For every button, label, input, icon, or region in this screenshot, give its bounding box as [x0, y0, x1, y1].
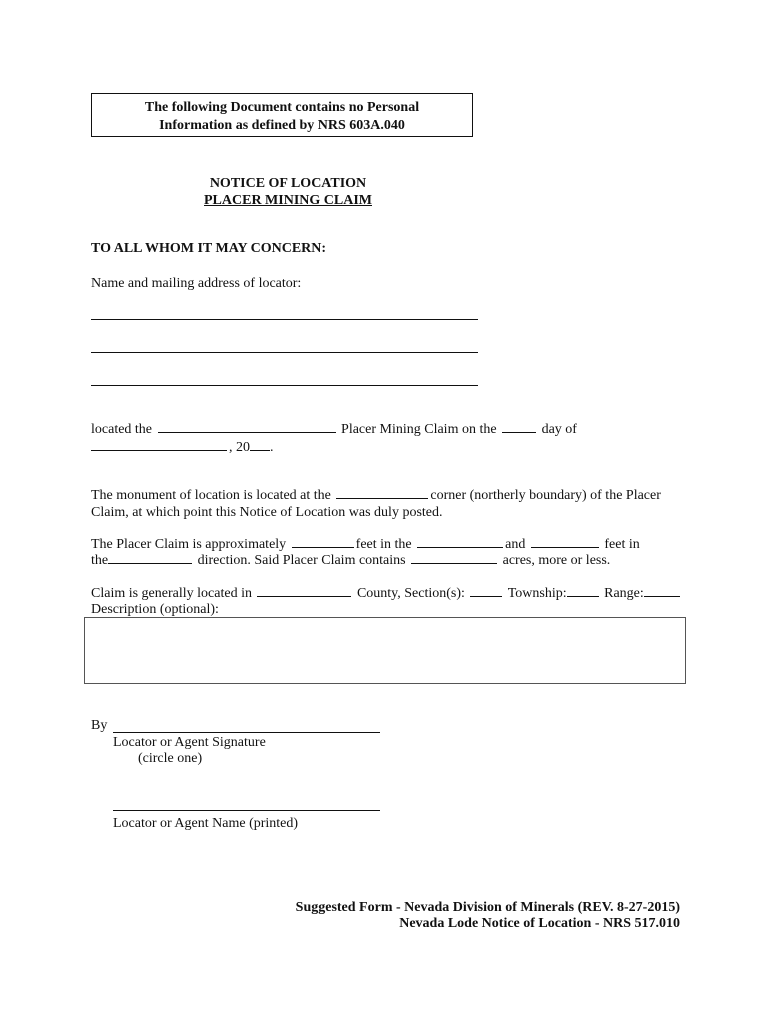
notice-line-1: The following Document contains no Personal: [144, 100, 420, 115]
location-text-2: County, Section(s):: [356, 586, 465, 601]
feet-field-1[interactable]: [292, 546, 354, 548]
description-label: Description (optional):: [91, 602, 219, 617]
range-field[interactable]: [644, 595, 680, 597]
printed-name-line[interactable]: [113, 810, 380, 811]
year-prefix: , 20: [229, 440, 250, 455]
salutation: TO ALL WHOM IT MAY CONCERN:: [91, 241, 327, 256]
location-sentence: [91, 586, 682, 602]
circle-one-note: (circle one): [138, 751, 203, 766]
monument-text-1: The monument of location is located at the: [91, 488, 331, 503]
approx-text-5: the: [91, 553, 109, 568]
acres-field[interactable]: [411, 562, 497, 564]
section-field[interactable]: [470, 595, 502, 597]
locator-address-line-2[interactable]: [91, 352, 478, 353]
approx-text-2: feet in the: [355, 537, 412, 552]
located-text-3: day of: [541, 422, 577, 437]
approx-text-7: acres, more or less.: [502, 553, 611, 568]
signature-label: Locator or Agent Signature: [113, 735, 266, 750]
located-text-1: located the: [91, 422, 153, 437]
day-field[interactable]: [502, 431, 536, 433]
footer-line-1: Suggested Form - Nevada Division of Minerals (REV. 8-27-2015): [295, 900, 680, 915]
printed-name-label: Locator or Agent Name (printed): [113, 816, 299, 831]
county-field[interactable]: [257, 595, 351, 597]
date-period: .: [270, 440, 274, 455]
monument-line-2: Claim, at which point this Notice of Location was duly posted.: [91, 505, 443, 520]
approx-text-4: feet in: [604, 537, 640, 552]
year-field[interactable]: [250, 449, 270, 451]
form-title: NOTICE OF LOCATION: [209, 176, 367, 191]
located-sentence: [91, 422, 577, 438]
monument-text-2: corner (northerly boundary) of the Placer: [430, 488, 661, 503]
month-field[interactable]: [91, 449, 227, 451]
approx-sentence: [91, 537, 640, 553]
location-text-3: Township:: [507, 586, 567, 601]
direction-field-1[interactable]: [417, 546, 503, 548]
township-field[interactable]: [567, 595, 599, 597]
locator-address-line-1[interactable]: [91, 319, 478, 320]
approx-text-1: The Placer Claim is approximately: [91, 537, 287, 552]
description-box[interactable]: [84, 617, 686, 684]
corner-field[interactable]: [336, 497, 428, 499]
form-subtitle: PLACER MINING CLAIM: [204, 193, 372, 208]
personal-info-notice-box: [91, 93, 473, 137]
approx-line-2: [91, 553, 610, 569]
notice-line-2: Information as defined by NRS 603A.040: [159, 118, 405, 133]
by-label: By: [91, 718, 108, 733]
claim-name-field[interactable]: [158, 431, 336, 433]
monument-sentence: [91, 488, 661, 504]
footer-line-2: Nevada Lode Notice of Location - NRS 517.010: [399, 916, 680, 931]
approx-text-6: direction. Said Placer Claim contains: [197, 553, 406, 568]
direction-field-2[interactable]: [108, 562, 192, 564]
feet-field-2[interactable]: [531, 546, 599, 548]
located-text-2: Placer Mining Claim on the: [341, 422, 497, 437]
approx-text-3: and: [505, 537, 526, 552]
location-text-1: Claim is generally located in: [91, 586, 252, 601]
locator-address-line-3[interactable]: [91, 385, 478, 386]
location-text-4: Range:: [604, 586, 644, 601]
date-line: [91, 440, 274, 456]
signature-line[interactable]: [113, 732, 380, 733]
locator-label: Name and mailing address of locator:: [91, 276, 302, 291]
